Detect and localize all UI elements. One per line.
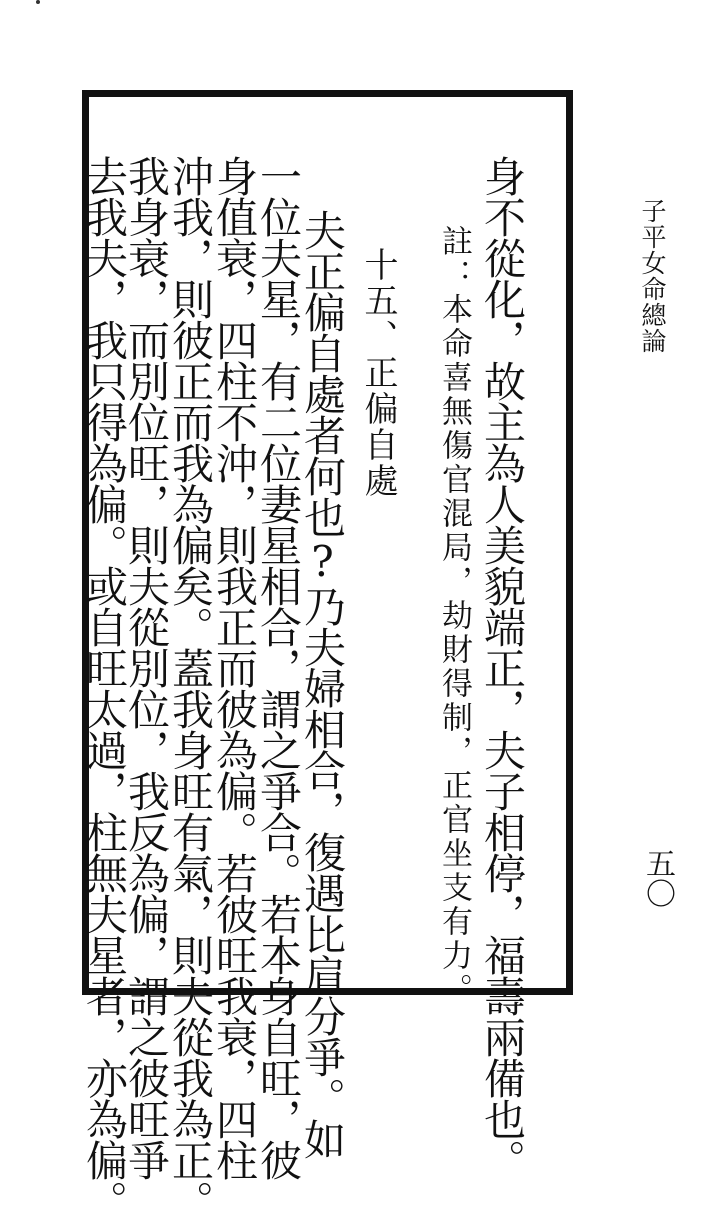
scan-speck	[36, 0, 40, 4]
paragraph-line-3: 身值衰，四柱不沖，則我正而彼為偏。若彼旺我衰，四柱	[210, 155, 259, 1180]
paragraph-line-2: 一位夫星，有二位妻星相合，謂之爭合。若本身自旺，彼	[254, 155, 303, 1180]
paragraph-line-5: 我身衰，而別位旺，則夫從別位，我反為偏，謂之彼旺爭	[122, 155, 171, 1180]
paragraph-line-6: 去我夫，我只得為偏。或自旺太過，柱無夫星者，亦為偏。	[80, 155, 129, 1221]
text-frame	[80, 90, 573, 1221]
paragraph-line-1: 夫正偏自處者何也?乃夫婦相合，復遇比肩分爭。如	[298, 209, 347, 1159]
page-number: 五〇	[640, 848, 675, 908]
paragraph-line-4: 沖我，則彼正而我為偏矣。蓋我身旺有氣，則夫從我為正。	[166, 155, 215, 1221]
annotation-note: 註：本命喜無傷官混局，劫財得制，正官坐支有力。	[436, 225, 472, 1007]
body-line-1: 身不從化，故主為人美貌端正，夫子相停，福壽兩備也。	[478, 155, 527, 1180]
running-title: 子平女命總論	[638, 198, 667, 354]
section-heading: 十五、正偏自處	[358, 247, 398, 499]
